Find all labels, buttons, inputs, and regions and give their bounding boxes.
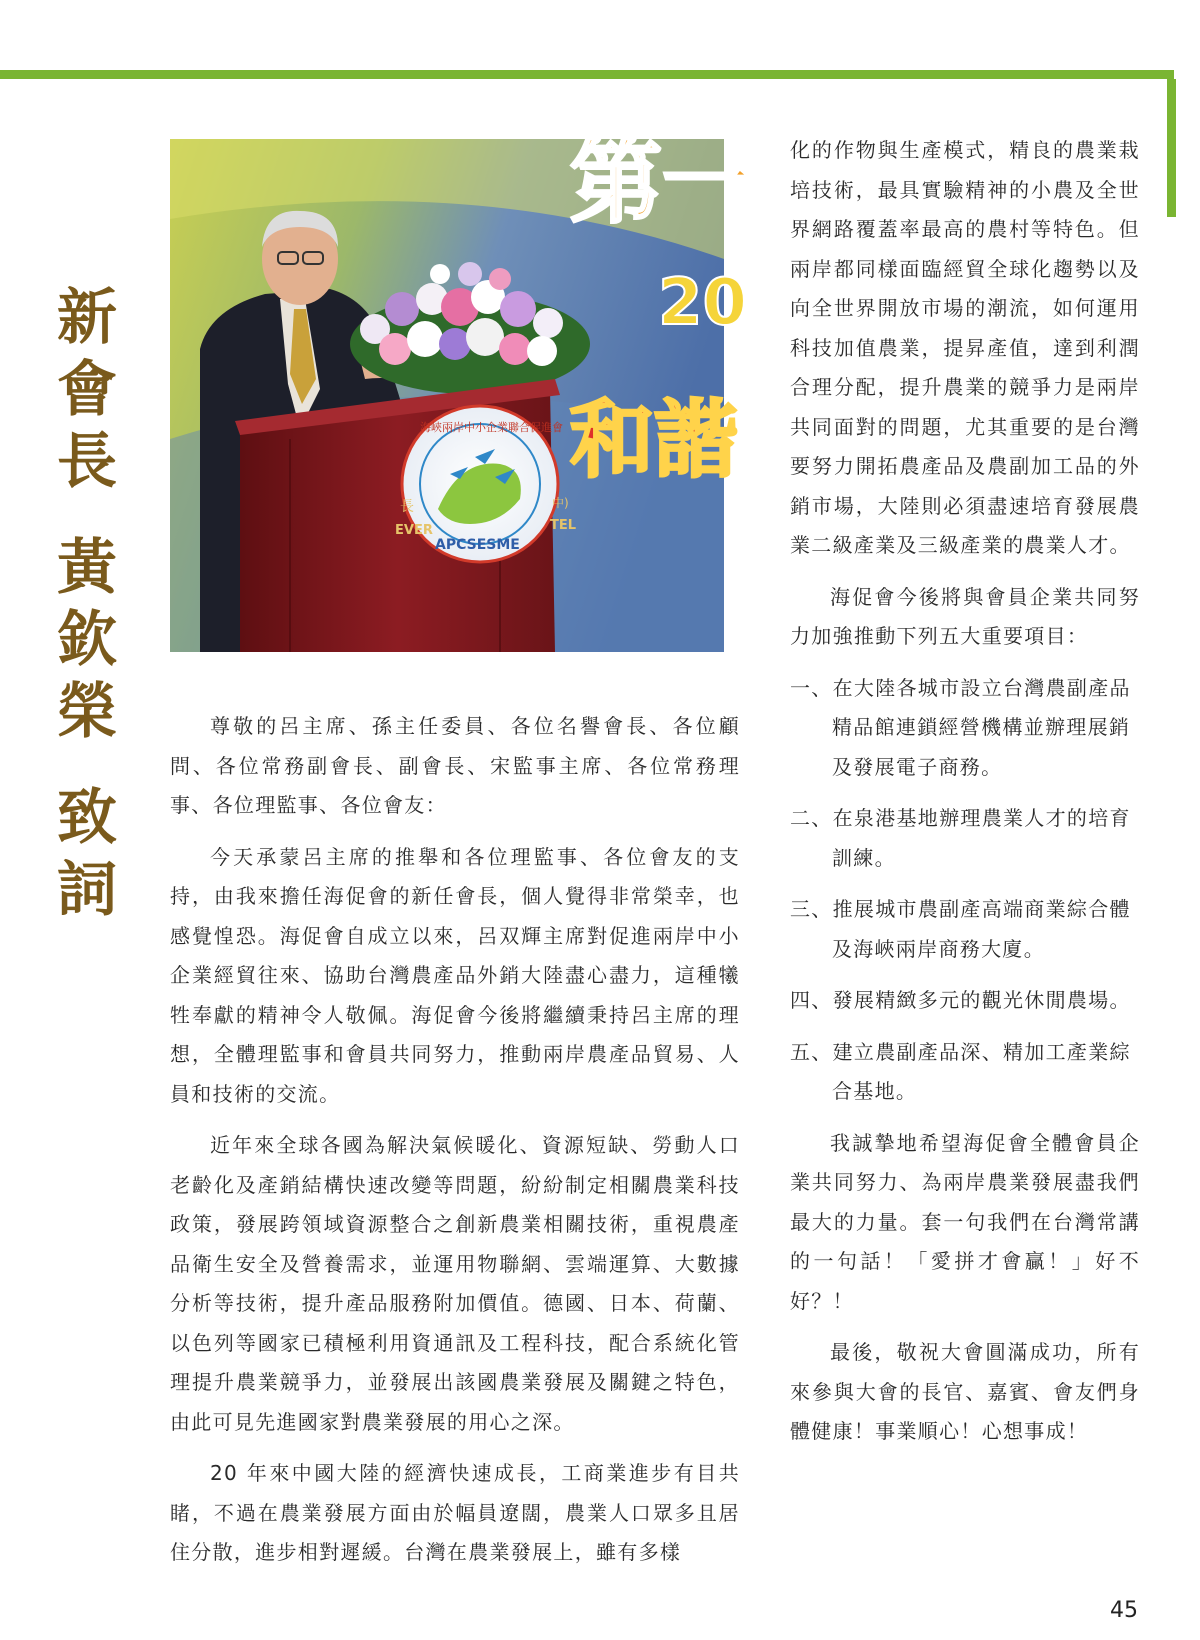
title-char: 黃 [57, 533, 117, 603]
top-green-rule [0, 70, 1174, 79]
podium-cn-left: 長 [400, 499, 414, 515]
page-number: 45 [1110, 1598, 1138, 1623]
backdrop-text-low: 和諧 [570, 391, 739, 489]
title-char: 欽 [57, 605, 117, 675]
title-char: 榮 [57, 677, 117, 747]
paragraph-closing: 最後，敬祝大會圓滿成功，所有來參與大會的長官、嘉賓、會友們身體健康！事業順心！心想事成！ [790, 1340, 1140, 1443]
title-char: 新 [57, 283, 117, 353]
podium-hotel-left: EVER [395, 523, 433, 538]
paragraph-closing: 我誠摯地希望海促會全體會員企業共同努力、為兩岸農業發展盡我們最大的力量。套一句我們在台灣常講的一句話！「愛拼才會贏！」好不好？！ [790, 1130, 1140, 1313]
side-green-rule [1167, 79, 1176, 217]
paragraph: 近年來全球各國為解決氣候暖化、資源短缺、勞動人口老齡化及產銷結構快速改變等問題，紛紛制定相關農業科技政策，發展跨領域資源整合之創新農業相關技術，重視農產品衛生安全及營養需求，並運用物聯網、雲端運算、大數據分析等技術，提升產品服務附加價值。德國、日本、荷蘭、以色列等國家已積極利用資通訊及工程科技，配合系統化管理提升農業競爭力，並發展出該國農業發展及關鍵之特色，由此可見先進國家對農業發展的用心之深。 [170, 1133, 740, 1434]
podium-hotel-right: TEL [550, 518, 577, 533]
vertical-title [52, 282, 122, 926]
title-char: 致 [57, 783, 117, 853]
speaker-photo [170, 129, 755, 652]
list-item: 五、建立農副產品深、精加工產業綜合基地。 [790, 1039, 1131, 1103]
title-char: 詞 [57, 855, 117, 925]
podium-cn-right: 中) [552, 496, 569, 510]
backdrop-text-top: 第一 [570, 129, 755, 236]
paragraph-continuation: 化的作物與生產模式，精良的農業栽培技術，最具實驗精神的小農及全世界網路覆蓋率最高的農村等特色。但兩岸都同樣面臨經貿全球化趨勢以及向全世界開放市場的潮流，如何運用科技加值農業，提昇產值，達到利潤合理分配，提升農業的競爭力是兩岸共同面對的問題，尤其重要的是台灣要努力開拓農產品及農副加工品的外銷市場，大陸則必須盡速培育發展農業二級產業及三級產業的農業人才。 [790, 138, 1140, 557]
paragraph-intro: 海促會今後將與會員企業共同努力加強推動下列五大重要項目： [790, 584, 1140, 648]
title-char: 長 [57, 427, 117, 497]
title-char: 會 [57, 355, 117, 425]
list-item: 四、發展精緻多元的觀光休閒農場。 [790, 988, 1131, 1012]
paragraph: 20 年來中國大陸的經濟快速成長，工商業進步有目共睹，不過在農業發展方面由於幅員遼闊，農業人口眾多且居住分散，進步相對遲緩。台灣在農業發展上，雖有多樣 [170, 1461, 740, 1564]
paragraph: 今天承蒙呂主席的推舉和各位理監事、各位會友的支持，由我來擔任海促會的新任會長，個人覺得非常榮幸，也感覺惶恐。海促會自成立以來，呂双輝主席對促進兩岸中小企業經貿往來、協助台灣農產品外銷大陸盡心盡力，這種犧牲奉獻的精神令人敬佩。海促會今後將繼續秉持呂主席的理想，全體理監事和會員共同努力，推動兩岸農產品貿易、人員和技術的交流。 [170, 844, 740, 1106]
right-column [790, 131, 1140, 1464]
backdrop-text-mid: 20 [658, 266, 748, 340]
left-column [170, 707, 740, 1585]
logo-abbr: APCSESME [435, 537, 520, 553]
paragraph-salutation: 尊敬的呂主席、孫主任委員、各位名譽會長、各位顧問、各位常務副會長、副會長、宋監事主席、各位常務理事、各位理監事、各位會友： [170, 714, 740, 817]
logo-arc-text: 海峽兩岸中小企業聯合促進會 [420, 421, 563, 434]
list-item: 一、在大陸各城市設立台灣農副產品精品館連鎖經營機構並辦理展銷及發展電子商務。 [790, 675, 1131, 779]
list-item: 二、在泉港基地辦理農業人才的培育訓練。 [790, 806, 1131, 870]
list-item: 三、推展城市農副產高端商業綜合體及海峽兩岸商務大廈。 [790, 897, 1131, 961]
